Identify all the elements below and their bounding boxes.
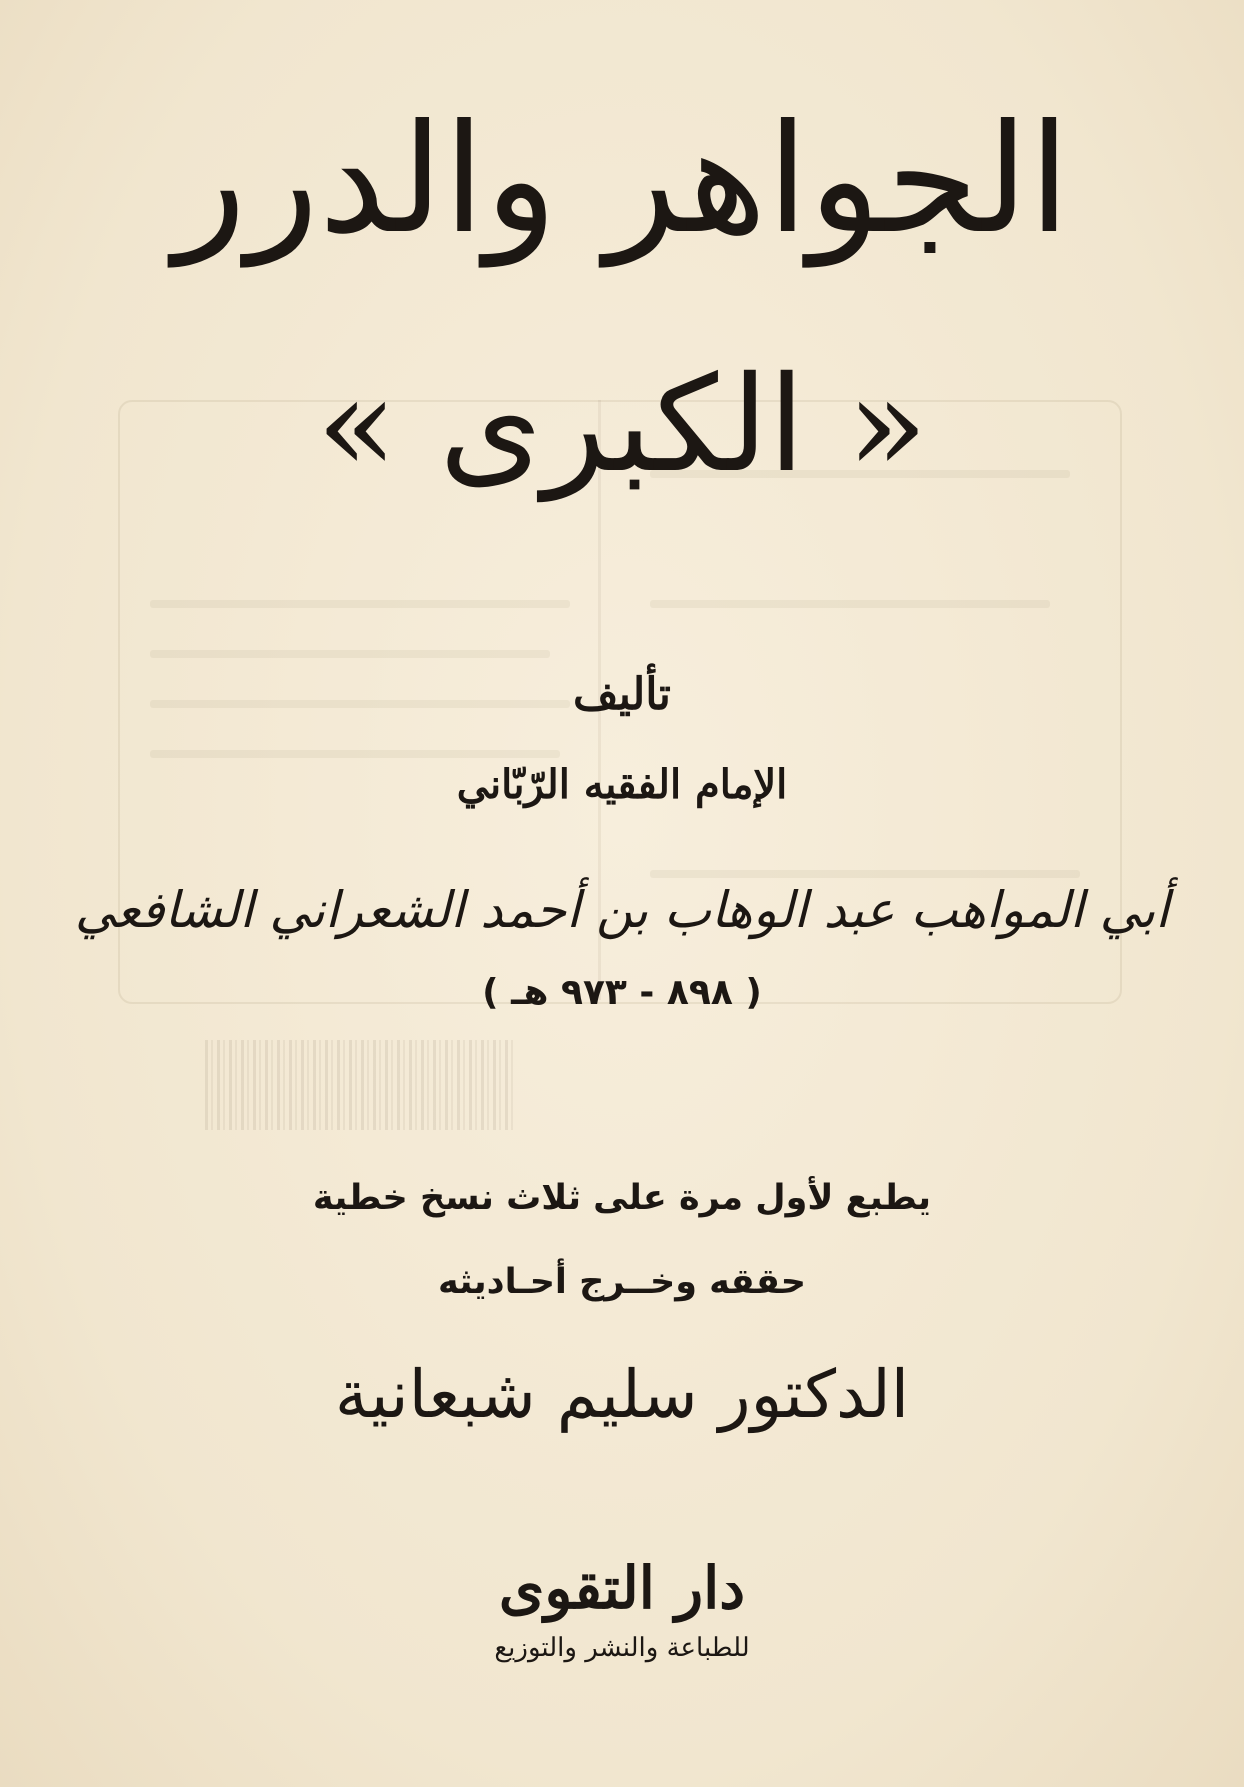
show-through-line [650,600,1050,608]
show-through-barcode [205,1040,515,1130]
show-through-line [150,600,570,608]
show-through-line [150,650,550,658]
publisher-name: دار التقوى [498,1554,746,1622]
publisher-logo-block [472,1548,772,1688]
authored-by-label: تأليف [573,669,671,720]
publisher-tagline: للطباعة والنشر والتوزيع [494,1633,750,1663]
book-subtitle: « الكبرى » [316,348,928,502]
editor-name: الدكتور سليم شبعانية [334,1356,910,1433]
edited-by-label: حققه وخــرج أحـاديثه [437,1262,807,1302]
book-title: الجواهر والدرر [173,93,1071,267]
print-note: يطبع لأول مرة على ثلاث نسخ خطية [312,1178,932,1218]
author-honorific: الإمام الفقيه الرّبّاني [456,761,788,808]
author-dates: ( ٨٩٨ - ٩٧٣ هـ ) [482,972,762,1013]
author-name: أبي المواهب عبد الوهاب بن أحمد الشعراني الشافعي [74,881,1170,939]
